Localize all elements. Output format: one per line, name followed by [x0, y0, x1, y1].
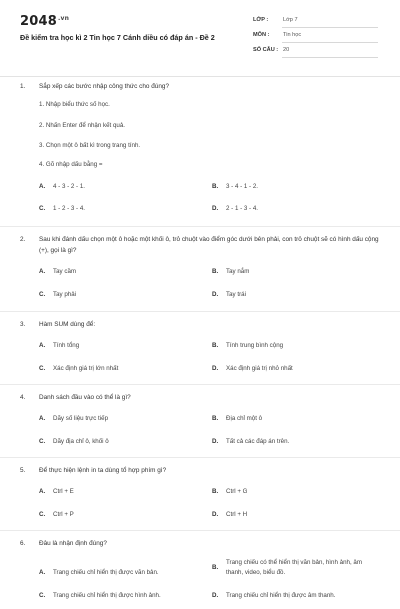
question-number: 3.: [20, 321, 26, 328]
option-letter: A.: [39, 569, 46, 576]
option-text: Tất cả các đáp án trên.: [226, 438, 290, 445]
option-c[interactable]: [39, 510, 74, 520]
option-b[interactable]: [212, 487, 248, 497]
meta-value: Tin học: [283, 32, 302, 38]
site-logo[interactable]: [20, 14, 69, 29]
option-letter: C.: [39, 592, 46, 599]
meta-value: Lớp 7: [283, 17, 298, 23]
option-text: Tính tổng: [53, 342, 80, 349]
option-letter: D.: [212, 511, 219, 518]
option-d[interactable]: [212, 364, 293, 374]
question-step: 2. Nhấn Enter để nhận kết quả.: [39, 122, 125, 129]
option-text: Tay cầm: [53, 268, 77, 275]
option-c[interactable]: [39, 204, 85, 214]
question-number: 5.: [20, 467, 26, 474]
logo-tld: .vn: [57, 14, 70, 22]
question-text: Sắp xếp các bước nhập công thức cho đúng?: [39, 83, 169, 90]
meta-label: LỚP :: [253, 17, 269, 23]
option-text: Dãy địa chỉ ô, khối ô: [53, 438, 109, 445]
question-number: 4.: [20, 394, 26, 401]
option-text: 1 - 2 - 3 - 4.: [53, 205, 85, 212]
meta-value: 20: [283, 47, 290, 53]
option-a[interactable]: [39, 267, 76, 277]
option-d[interactable]: [212, 290, 246, 300]
option-text: Ctrl + H: [226, 511, 248, 518]
document-title: Đề kiểm tra học kì 2 Tin học 7 Cánh diều có đáp án - Đề 2: [20, 33, 215, 42]
option-text: Ctrl + E: [53, 488, 74, 495]
question-list: [0, 78, 400, 609]
option-letter: B.: [212, 268, 219, 275]
question-number: 1.: [20, 83, 26, 90]
option-c[interactable]: [39, 290, 76, 300]
option-b[interactable]: [212, 267, 249, 277]
header-divider: [0, 76, 400, 77]
option-d[interactable]: [212, 591, 335, 601]
option-letter: B.: [212, 563, 219, 571]
question-6: [0, 531, 400, 609]
option-letter: C.: [39, 511, 46, 518]
option-letter: A.: [39, 268, 46, 275]
option-a[interactable]: [39, 414, 108, 424]
option-text: 3 - 4 - 1 - 2.: [226, 183, 258, 190]
option-text: Trang chiếu chỉ hiển thị được âm thanh.: [226, 592, 336, 599]
option-a[interactable]: [39, 182, 85, 192]
question-step: 4. Gõ nhập dấu bằng =: [39, 161, 103, 168]
option-b[interactable]: [212, 414, 262, 424]
question-step: 1. Nhập biểu thức số học.: [39, 101, 110, 108]
option-c[interactable]: [39, 591, 161, 601]
option-c[interactable]: [39, 364, 118, 374]
option-letter: D.: [212, 291, 219, 298]
option-text: Trang chiếu có thể hiển thị văn bản, hình ảnh, âm thanh, video, biểu đồ.: [226, 559, 362, 576]
logo-text: 2048: [20, 14, 57, 29]
option-text: 4 - 3 - 2 - 1.: [53, 183, 85, 190]
question-text: Sau khi đánh dấu chọn một ô hoặc một khối ô, trỏ chuột vào điểm góc dưới bên phải, con trỏ chuột sẽ có hình dấu cộng (+), gọi là gì?: [39, 236, 379, 254]
option-letter: D.: [212, 438, 219, 445]
option-letter: A.: [39, 488, 46, 495]
option-text: Tay phải: [53, 291, 77, 298]
meta-underline: [282, 57, 378, 58]
question-3: [0, 312, 400, 385]
question-4: [0, 385, 400, 458]
option-text: Tay trái: [226, 291, 246, 298]
option-b[interactable]: [212, 341, 283, 351]
option-text: Ctrl + G: [226, 488, 248, 495]
meta-underline: [282, 27, 378, 28]
question-text: Danh sách đầu vào có thể là gì?: [39, 394, 131, 401]
option-b[interactable]: [212, 558, 372, 577]
option-letter: C.: [39, 205, 46, 212]
option-letter: C.: [39, 365, 46, 372]
question-number: 2.: [20, 236, 26, 243]
option-text: 2 - 1 - 3 - 4.: [226, 205, 258, 212]
option-c[interactable]: [39, 437, 109, 447]
header: [0, 0, 400, 74]
option-text: Ctrl + P: [53, 511, 74, 518]
option-letter: D.: [212, 365, 219, 372]
question-2: [0, 227, 400, 312]
option-letter: B.: [212, 342, 219, 349]
option-text: Xác định giá trị lớn nhất: [53, 365, 119, 372]
option-letter: B.: [212, 183, 219, 190]
option-letter: D.: [212, 205, 219, 212]
option-text: Trang chiếu chỉ hiển thị được văn bản.: [53, 569, 159, 576]
question-text: Đâu là nhận định đúng?: [39, 540, 107, 547]
option-letter: D.: [212, 592, 219, 599]
option-letter: A.: [39, 415, 46, 422]
meta-label: MÔN :: [253, 32, 270, 38]
option-a[interactable]: [39, 341, 79, 351]
option-a[interactable]: [39, 487, 74, 497]
option-text: Dãy số liệu trực tiếp: [53, 415, 109, 422]
option-letter: A.: [39, 342, 46, 349]
question-1: [0, 78, 400, 227]
question-text: Hàm SUM dùng để:: [39, 321, 96, 328]
option-a[interactable]: [39, 568, 159, 578]
question-5: [0, 458, 400, 531]
option-b[interactable]: [212, 182, 258, 192]
option-d[interactable]: [212, 437, 289, 447]
option-letter: B.: [212, 488, 219, 495]
option-text: Tính trung bình cộng: [226, 342, 284, 349]
option-text: Xác định giá trị nhỏ nhất: [226, 365, 293, 372]
question-text: Để thực hiện lệnh in ta dùng tổ hợp phím gì?: [39, 467, 167, 474]
question-number: 6.: [20, 540, 26, 547]
option-text: Trang chiếu chỉ hiển thị được hình ảnh.: [53, 592, 161, 599]
option-text: Địa chỉ một ô: [226, 415, 263, 422]
option-d[interactable]: [212, 204, 258, 214]
option-letter: C.: [39, 438, 46, 445]
question-step: 3. Chọn một ô bất kì trong trang tính.: [39, 142, 141, 149]
meta-label: SỐ CÂU :: [253, 47, 279, 53]
option-letter: B.: [212, 415, 219, 422]
option-text: Tay nắm: [226, 268, 250, 275]
option-letter: C.: [39, 291, 46, 298]
option-d[interactable]: [212, 510, 247, 520]
meta-underline: [282, 42, 378, 43]
option-letter: A.: [39, 183, 46, 190]
